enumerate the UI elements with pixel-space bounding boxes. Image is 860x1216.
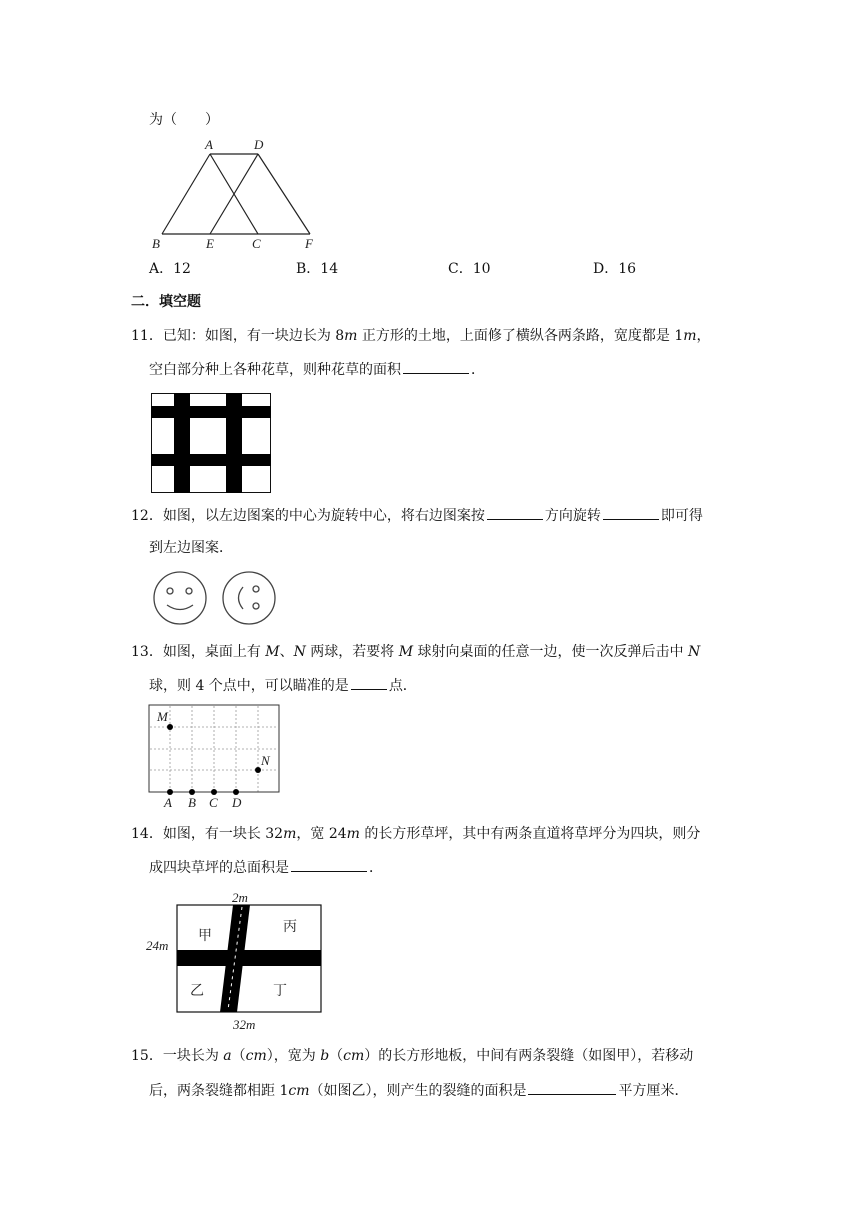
q14-label-bottom: 32m: [233, 1017, 256, 1032]
q10-label-D: D: [254, 137, 264, 152]
q10-option-b: B．14: [296, 261, 339, 277]
q12-blank-direction[interactable]: [487, 505, 543, 520]
q14-label-jia: 甲: [198, 928, 212, 944]
q13-figure: [148, 704, 282, 810]
q15-line1: 15．一块长为 a（cm），宽为 b（cm）的长方形地板，中间有两条裂缝（如图甲），若移动: [131, 1048, 694, 1064]
q12-line1: 12．如图，以左边图案的中心为旋转中心，将右边图案按 方向旋转 即可得: [131, 505, 703, 526]
q14-line2: 成四块草坪的总面积是 ．: [149, 857, 383, 878]
q13-label-B: B: [188, 795, 196, 810]
q14-line1: 14．如图，有一块长 32m，宽 24m 的长方形草坪，其中有两条直道将草坪分为四块，则分: [131, 826, 701, 842]
q10-label-A: A: [205, 137, 213, 152]
q10-option-c: C．10: [448, 261, 491, 277]
q12-line2: 到左边图案．: [149, 540, 233, 556]
q13-line1: 13．如图，桌面上有 M、N 两球，若要将 M 球射向桌面的任意一边，使一次反弹后击中 N: [131, 644, 701, 660]
q14-label-yi: 乙: [190, 983, 204, 999]
q12-figure: [152, 571, 278, 627]
q12-blank-angle[interactable]: [603, 505, 659, 520]
q10-option-d: D．16: [593, 261, 637, 277]
q10-figure: [148, 136, 323, 254]
q11-line2: 空白部分种上各种花草，则种花草的面积 ．: [149, 359, 485, 380]
q10-label-B: B: [152, 236, 160, 251]
q10-label-E: E: [206, 236, 214, 251]
q10-label-C: C: [252, 236, 261, 251]
q11-line1: 11．已知：如图，有一块边长为 8m 正方形的土地，上面修了横纵各两条路，宽度都是 1m，: [131, 328, 711, 344]
q13-label-A: A: [164, 795, 172, 810]
q13-label-N: N: [261, 753, 270, 768]
q10-tail: 为（ ）: [149, 112, 219, 128]
q13-label-M: M: [157, 709, 168, 724]
q14-figure: [146, 890, 328, 1032]
section-title: 二．填空题: [131, 294, 201, 310]
q14-label-left: 24m: [146, 938, 169, 953]
q13-label-D: D: [232, 795, 242, 810]
q15-line2: 后，两条裂缝都相距 1cm（如图乙），则产生的裂缝的面积是 平方厘米．: [149, 1080, 688, 1101]
q10-label-F: F: [305, 236, 313, 251]
q11-figure: [151, 393, 272, 494]
q14-label-bing: 丙: [283, 919, 297, 935]
q14-label-top: 2m: [232, 890, 248, 905]
q13-answer-blank[interactable]: [351, 675, 387, 690]
q13-label-C: C: [209, 795, 218, 810]
q14-label-ding: 丁: [273, 983, 287, 999]
q14-answer-blank[interactable]: [291, 857, 367, 872]
q13-line2: 球，则 4 个点中，可以瞄准的是 点．: [149, 675, 417, 696]
q15-answer-blank[interactable]: [528, 1080, 616, 1095]
q10-option-a: A．12: [149, 261, 191, 277]
q11-answer-blank[interactable]: [403, 359, 469, 374]
